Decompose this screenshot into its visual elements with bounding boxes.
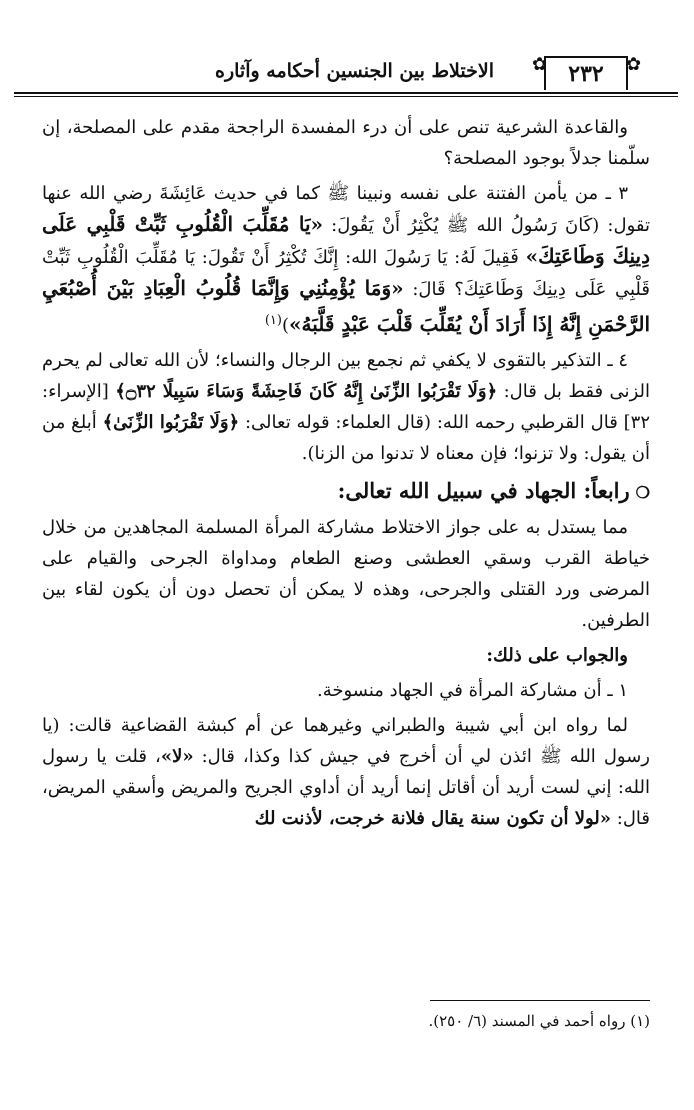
footnote-reference[interactable]: (١) (264, 313, 282, 328)
paragraph-text: أبلغ من أن يقول: ولا تزنوا؛ فإن معناه لا تدنوا من الزنا). (42, 412, 650, 464)
paragraph-verse (42, 345, 650, 469)
quran-verse: ﴿وَلَا تَقْرَبُوا الزِّنَىٰ﴾ (102, 412, 240, 433)
answer-heading: والجواب على ذلك: (486, 645, 628, 666)
paragraph-text: ٤ ـ التذكير بالتقوى لا يكفي ثم نجمع بين الرجال والنساء؛ لأن الله تعالى لم يحرم الزنى فقط بل قال: (42, 350, 650, 402)
footnote: (١) رواه أحمد في المسند (٦/ ٢٥٠). (428, 1012, 650, 1030)
section-title: رابعاً: الجهاد في سبيل الله تعالى: (337, 478, 630, 503)
section-heading (42, 475, 650, 508)
running-title: الاختلاط بين الجنسين أحكامه وآثاره (215, 60, 494, 82)
page-number: ٢٣٢ (544, 56, 628, 90)
paragraph-text: ٣ ـ من يأمن الفتنة على نفسه ونبينا ﷺ كما في حديث عَائِشَةَ رضي الله عنها تقول: (كَانَ رَسُولُ الله ﷺ يُكْثِرُ أَنْ يَقُولَ: (42, 183, 650, 236)
page-body (42, 112, 650, 838)
ornament-icon: ✿ (626, 54, 642, 75)
paragraph-text: لما رواه ابن أبي شيبة والطبراني وغيرهما عن أم كبشة القضاعية قالت: (يا رسول الله ﷺ ائذن لي أن أخرج في جيش كذا وكذا، قال: (42, 715, 650, 767)
header-rule (14, 92, 678, 94)
paragraph: مما يستدل به على جواز الاختلاط مشاركة المرأة المسلمة المجاهدين من خلال خياطة القرب وسقي العطشى وصنع الطعام ومداواة الجرحى والقيام على المرضى ورد القتلى والجرحى، وهذه لا يمكن أن تحصل دون أن يكون لقاء بين الطرفين. (42, 517, 650, 631)
paragraph-narration (42, 710, 650, 834)
paragraph-hadith (42, 178, 650, 341)
page-header (14, 52, 678, 104)
ornament-icon: ✿ (532, 54, 548, 75)
paragraph: ١ ـ أن مشاركة المرأة في الجهاد منسوخة. (316, 680, 628, 701)
header-rule-thin (14, 96, 678, 97)
paragraph: والقاعدة الشرعية تنص على أن درء المفسدة الراجحة مقدم على المصلحة، إن سلّمنا جدلاً بوجود المصلحة؟ (42, 117, 650, 169)
hadith-quote: «يَا مُقَلِّبَ الْقُلُوبِ ثَبِّتْ قَلْبِي عَلَى دِينِكَ وَطَاعَتِكَ» (42, 212, 650, 268)
paragraph-text: فَقِيلَ لَهُ: يَا رَسُولَ الله: إِنَّكَ تُكْثِرُ أَنْ تَقُولَ: يَا مُقَلِّبَ الْقُلُوبِ ثَبِّتْ قَلْبِي عَلَى دِينِكَ وَطَاعَتِكَ؟ قَالَ: (42, 247, 650, 300)
bullet-icon: ❍ (635, 483, 650, 502)
paragraph-text: ، قلت يا رسول الله: إني لست أريد أن أقاتل إنما أريد أن أداوي الجريح والمريض وأسقي المريض، قال: (42, 746, 651, 829)
hadith-quote: «لا» (160, 746, 194, 767)
hadith-quote: «وَمَا يُؤْمِنُنِي وَإِنَّمَا قُلُوبُ الْعِبَادِ بَيْنَ أُصْبُعَيِ الرَّحْمَنِ إِنَّهُ إِذَا أَرَادَ أَنْ يُقَلِّبَ قَلْبَ عَبْدٍ قَلَّبَهُ» (42, 276, 650, 336)
quran-verse: ﴿وَلَا تَقْرَبُوا الزِّنَىٰ إِنَّهُ كَانَ فَاحِشَةً وَسَاءَ سَبِيلًا ۝٣٢﴾ (115, 381, 498, 402)
paragraph-text: [الإسراء: ٣٢] قال القرطبي رحمه الله: (قال العلماء: قوله تعالى: (42, 381, 650, 433)
footnote-separator (430, 1000, 650, 1001)
hadith-quote: «لولا أن تكون سنة يقال فلانة خرجت، لأذنت لك (254, 808, 612, 829)
paragraph-text: ) (281, 315, 289, 336)
